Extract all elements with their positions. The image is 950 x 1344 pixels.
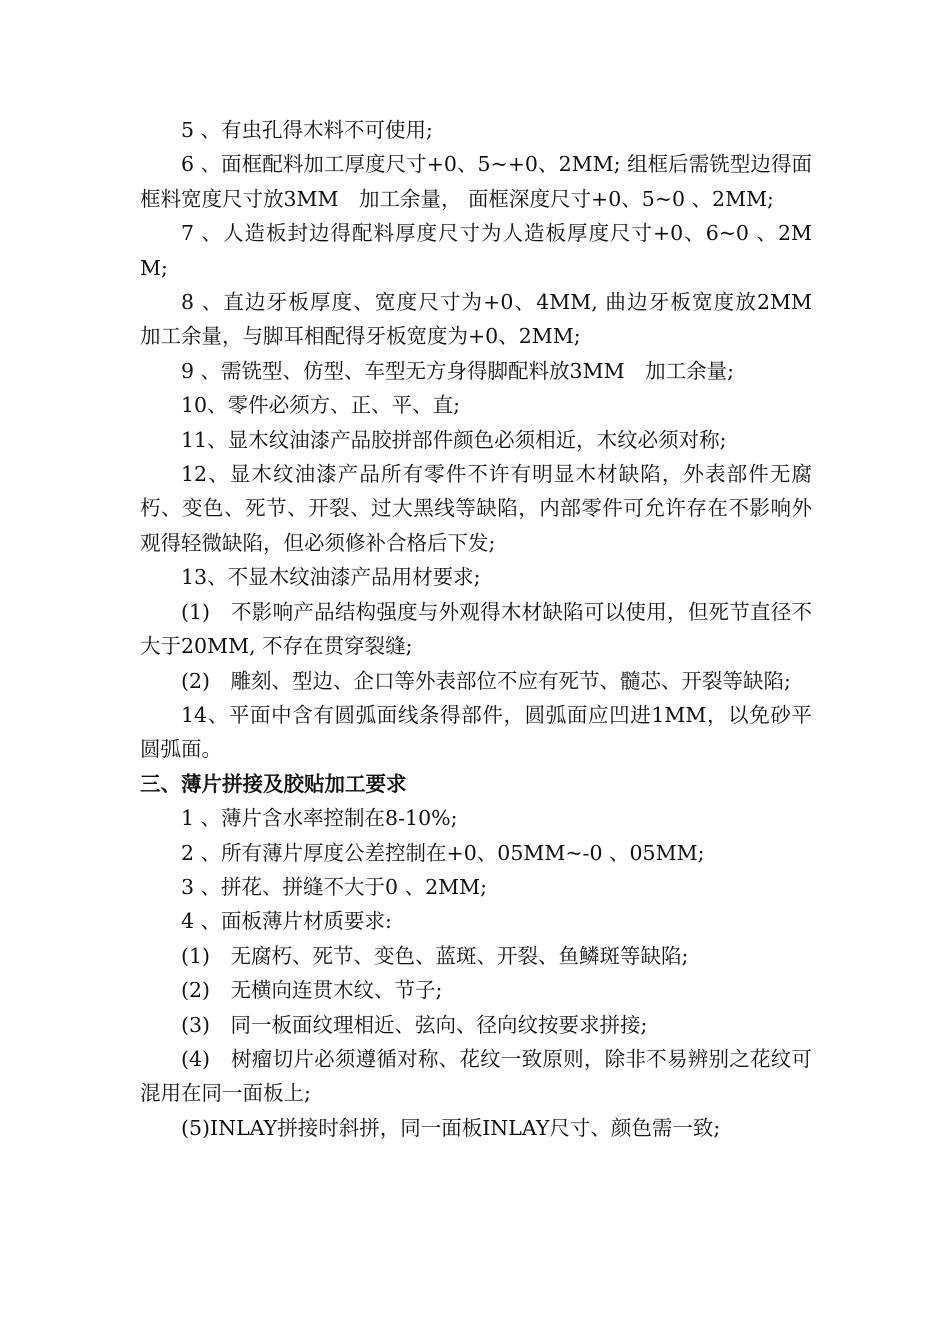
paragraph: 10、零件必须方、正、平、直; <box>181 393 460 418</box>
paragraph: (3) 同一板面纹理相近、弦向、径向纹按要求拼接; <box>181 1012 648 1037</box>
paragraph: 12、显木纹油漆产品所有零件不许有明显木材缺陷，外表部件无腐朽、变色、死节、开裂、过大黑线等缺陷，内部零件可允许存在不影响外观得轻微缺陷，但必须修补合格后下发; <box>140 462 812 555</box>
paragraph: (1) 不影响产品结构强度与外观得木材缺陷可以使用，但死节直径不大于20MM, 不存在贯穿裂缝; <box>140 599 812 659</box>
paragraph: 8 、直边牙板厚度、宽度尺寸为+0、4MM, 曲边牙板宽度放2MM 加工余量，与脚耳相配得牙板宽度为+0、2MM; <box>140 290 833 349</box>
paragraph: 11、显木纹油漆产品胶拼部件颜色必须相近，木纹必须对称; <box>181 427 727 452</box>
paragraph: (1) 无腐朽、死节、变色、蓝斑、开裂、鱼鳞斑等缺陷; <box>181 943 689 968</box>
paragraph: 3 、拼花、拼缝不大于0 、2MM; <box>181 874 488 899</box>
paragraph: 6 、面框配料加工厚度尺寸+0、5~+0、2MM; 组框后需铣型边得面框料宽度尺寸放3MM 加工余量， 面框深度尺寸+0、5~0 、2MM; <box>140 152 812 211</box>
paragraph: (2) 雕刻、型边、企口等外表部位不应有死节、髓芯、开裂等缺陷; <box>181 668 791 693</box>
paragraph: (4) 树瘤切片必须遵循对称、花纹一致原则，除非不易辨别之花纹可混用在同一面板上; <box>140 1046 812 1106</box>
paragraph: 2 、所有薄片厚度公差控制在+0、05MM~-0 、05MM; <box>181 840 705 865</box>
paragraph: 5 、有虫孔得木料不可使用; <box>181 118 433 142</box>
document-page <box>140 113 833 1145</box>
paragraph: 14、平面中含有圆弧面线条得部件，圆弧面应凹进1MM，以免砂平圆弧面。 <box>140 702 812 762</box>
paragraph: (2) 无横向连贯木纹、节子; <box>181 978 443 1003</box>
paragraph: 4 、面板薄片材质要求: <box>181 909 392 934</box>
paragraph: 1 、薄片含水率控制在8-10%; <box>181 806 458 831</box>
paragraph: (5)INLAY拼接时斜拼，同一面板INLAY尺寸、颜色需一致; <box>181 1115 721 1140</box>
section-heading: 三、薄片拼接及胶贴加工要求 <box>140 771 407 796</box>
paragraph: 7 、人造板封边得配料厚度尺寸为人造板厚度尺寸+0、6~0 、2MM; <box>140 221 812 280</box>
paragraph: 13、不显木纹油漆产品用材要求; <box>181 565 481 590</box>
paragraph: 9 、需铣型、仿型、车型无方身得脚配料放3MM 加工余量; <box>181 358 734 383</box>
